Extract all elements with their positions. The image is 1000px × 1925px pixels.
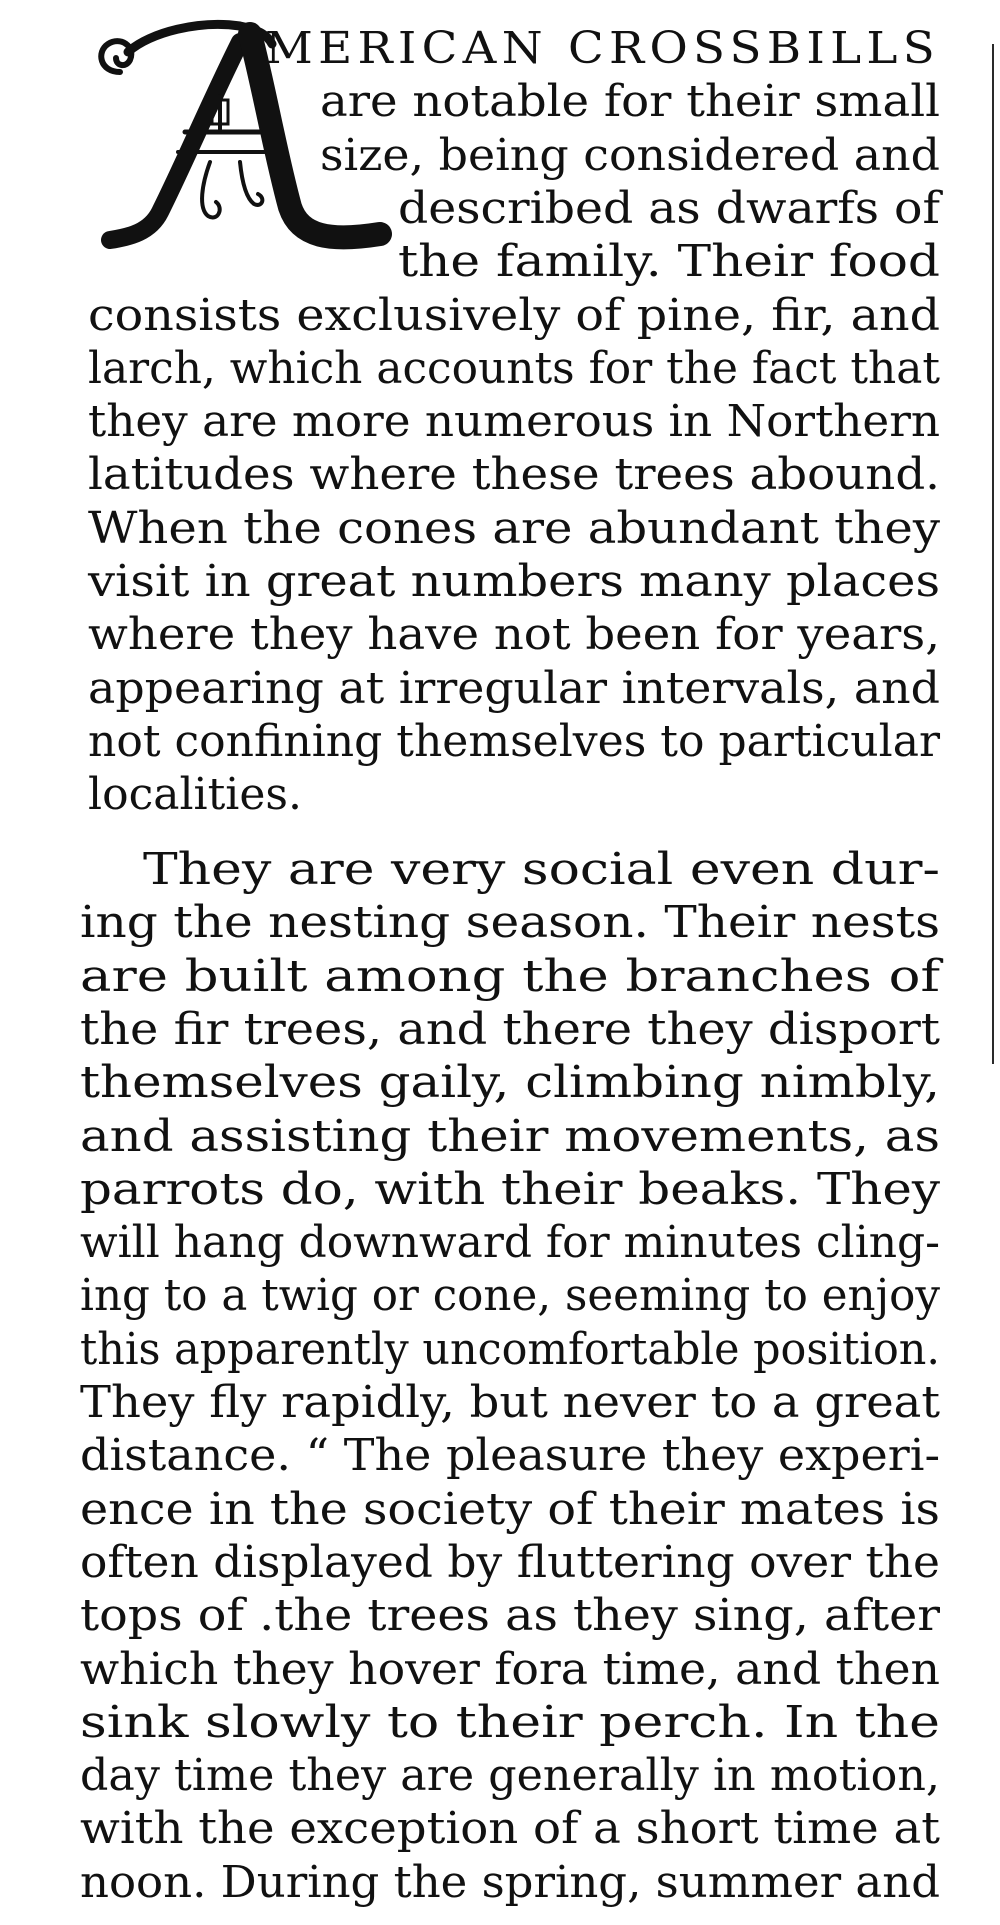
text-line: often displayed by fluttering over the <box>80 1536 940 1588</box>
text-line: ing to a twig or cone, seeming to enjoy <box>80 1270 940 1322</box>
text-line: When the cones are abundant they <box>88 502 941 554</box>
text-line: they are more numerous in Northern <box>88 396 940 448</box>
text-line: with the exception of a short time at <box>80 1803 940 1855</box>
text-line: larch, which accounts for the fact that <box>88 342 940 394</box>
text-line: parrots do, with their beaks. They <box>80 1163 940 1215</box>
text-line: visit in great numbers many places <box>88 556 940 607</box>
text-line: themselves gaily, climbing nimbly, <box>80 1057 941 1109</box>
text-line: described as dwarfs of <box>398 182 940 234</box>
text-line: latitudes where these trees abound. <box>88 449 940 501</box>
text-line: not confining themselves to particular <box>88 715 940 767</box>
text-line: consists exclusively of pine, fir, and <box>88 289 940 341</box>
text-line: localities. <box>88 769 302 821</box>
text-line: appearing at irregular intervals, and <box>88 662 940 714</box>
text-line: They fly rapidly, but never to a great <box>80 1377 940 1428</box>
text-line: will hang downward for minutes cling- <box>80 1217 940 1269</box>
text-line: are built among the branches of <box>80 950 940 1002</box>
text-line: noon. During the spring, summer and <box>80 1856 940 1908</box>
text-line: ence in the society of their mates is <box>80 1483 940 1535</box>
text-line: where they have not been for years, <box>88 609 940 661</box>
text-line: are notable for their small <box>320 76 940 128</box>
text-line: tops of .the trees as they sing, after <box>80 1590 941 1642</box>
text-line: MERICAN CROSSBILLS <box>265 23 940 74</box>
text-line: the family. Their food <box>398 236 940 288</box>
text-line: and assisting their movements, as <box>80 1110 940 1162</box>
text-line: this apparently uncomfortable position. <box>80 1323 940 1375</box>
text-line: which they hover fora time, and then <box>80 1643 940 1695</box>
text-line: size, being considered and <box>320 129 940 181</box>
text-line: day time they are generally in motion, <box>80 1750 940 1802</box>
text-line: the fir trees, and there they disport <box>80 1003 940 1055</box>
column-rule <box>992 44 994 1064</box>
text-line: ing the nesting season. Their nests <box>80 897 940 949</box>
text-line: distance. “ The pleasure they experi- <box>80 1430 940 1482</box>
text-line: They are very social even dur- <box>143 844 940 895</box>
text-line: sink slowly to their perch. In the <box>80 1696 940 1748</box>
